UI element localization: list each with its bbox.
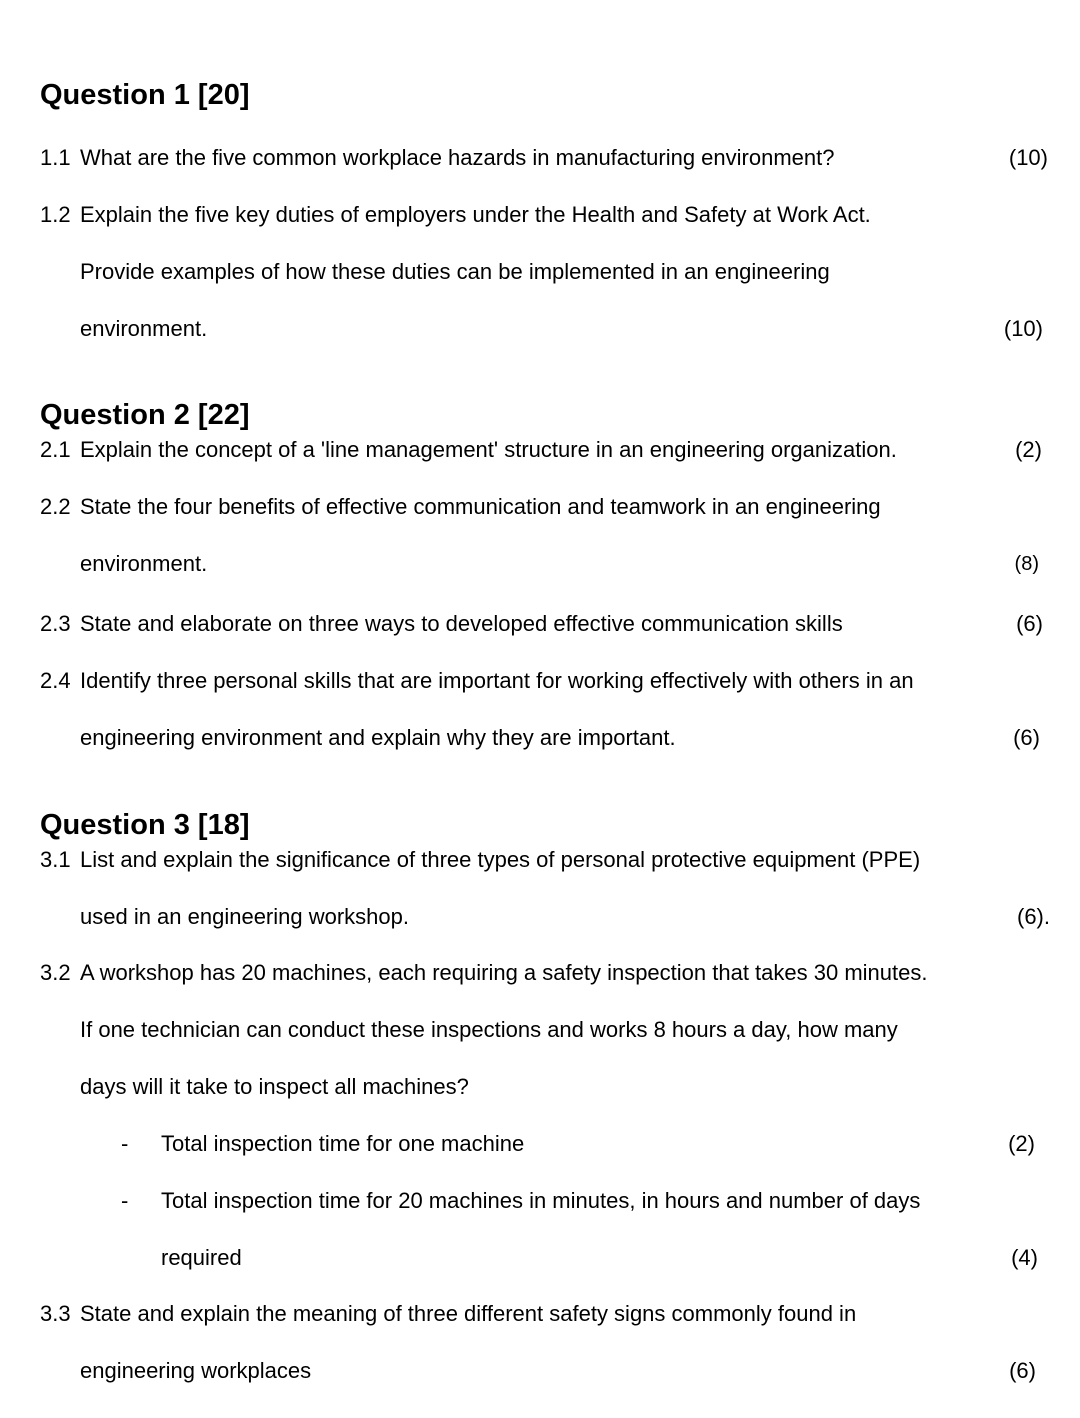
question-text: Explain the five key duties of employers under the Health and Safety at Work Act. [80,202,871,227]
question-text: days will it take to inspect all machines? [80,1074,469,1099]
question-number: 3.2 [40,960,71,985]
question-text: List and explain the significance of three types of personal protective equipment (PPE) [80,847,921,872]
question-text: environment. [80,316,208,341]
question-1-heading: Question 1 [20] [40,79,250,111]
question-text: State the four benefits of effective communication and teamwork in an engineering [80,494,881,519]
question-2-heading: Question 2 [22] [40,399,250,431]
marks: (2) [1015,437,1042,462]
marks: (10) [1003,316,1043,341]
question-text: Identify three personal skills that are important for working effectively with others in an [80,668,914,693]
question-text: Provide examples of how these duties can be implemented in an engineering [80,259,830,284]
question-number: 2.4 [40,668,71,693]
question-number: 2.3 [40,611,71,636]
question-text: A workshop has 20 machines, each requiring a safety inspection that takes 30 minutes. [80,960,928,985]
question-number: 3.1 [40,847,71,872]
sub-question-text: Total inspection time for 20 machines in minutes, in hours and number of days [161,1188,921,1213]
sub-question-text: Total inspection time for one machine [161,1131,525,1156]
marks: (10) [1008,145,1048,170]
marks: (8) [1014,553,1039,575]
question-number: 2.2 [40,494,71,519]
question-text: engineering workplaces [80,1358,312,1383]
question-text: State and elaborate on three ways to developed effective communication skills [80,611,843,636]
question-text: engineering environment and explain why they are important. [80,725,676,750]
bullet-dash: - [121,1188,129,1213]
marks: (6) [1016,611,1043,636]
question-text: used in an engineering workshop. [80,904,410,929]
question-number: 3.3 [40,1301,71,1326]
marks: (2) [1008,1131,1035,1156]
marks: (6) [1013,725,1040,750]
question-text: environment. [80,551,208,576]
question-number: 2.1 [40,437,71,462]
question-text: What are the five common workplace hazards in manufacturing environment? [80,145,835,170]
question-number: 1.1 [40,145,71,170]
sub-question-text: required [161,1245,242,1270]
question-text: State and explain the meaning of three different safety signs commonly found in [80,1301,857,1326]
marks: (6). [1017,904,1050,929]
question-3-heading: Question 3 [18] [40,809,250,841]
marks: (6) [1009,1358,1036,1383]
question-text: If one technician can conduct these inspections and works 8 hours a day, how many [80,1017,898,1042]
question-text: Explain the concept of a 'line management' structure in an engineering organization. [80,437,897,462]
question-number: 1.2 [40,202,71,227]
bullet-dash: - [121,1131,129,1156]
marks: (4) [1011,1245,1038,1270]
